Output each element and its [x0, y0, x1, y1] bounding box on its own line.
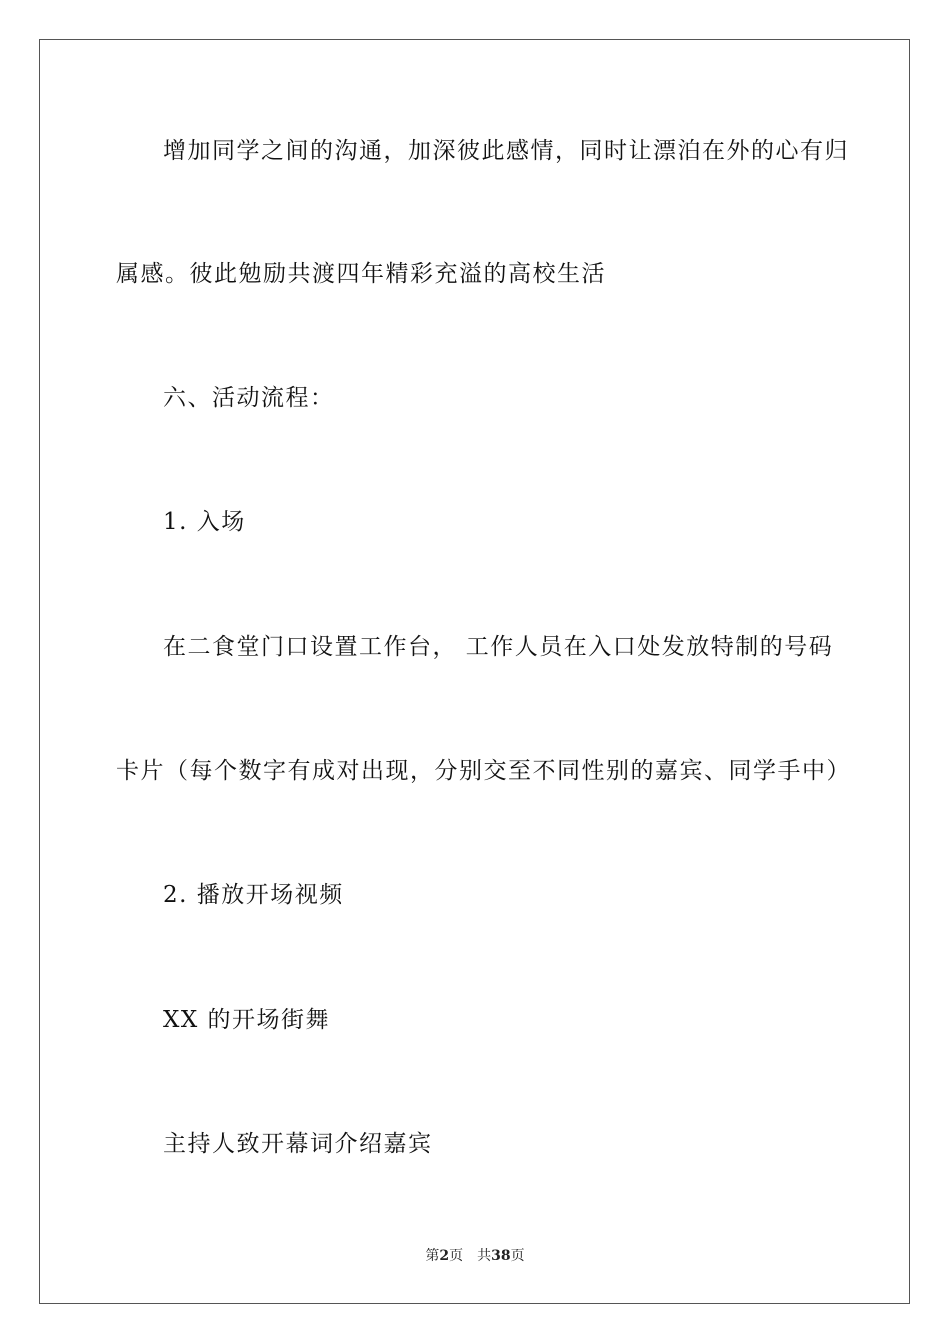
- paragraph-line-1: 增加同学之间的沟通，加深彼此感情，同时让漂泊在外的心有归: [163, 138, 849, 164]
- page-border: [39, 39, 910, 1304]
- footer-total-pages: 38: [491, 1248, 511, 1264]
- paragraph-line-5: 在二食堂门口设置工作台， 工作人员在入口处发放特制的号码: [163, 634, 834, 660]
- step-1-heading: 1. 入场: [163, 509, 246, 535]
- paragraph-line-6: 卡片（每个数字有成对出现，分别交至不同性别的嘉宾、同学手中）: [116, 758, 851, 784]
- paragraph-line-2: 属感。彼此勉励共渡四年精彩充溢的高校生活: [116, 261, 606, 287]
- footer-total-prefix: 共: [477, 1248, 492, 1264]
- step-2-heading: 2. 播放开场视频: [163, 882, 344, 908]
- footer-total-suffix: 页: [510, 1248, 525, 1264]
- section-heading-activity-flow: 六、活动流程：: [163, 385, 335, 411]
- footer-page-number: 2: [439, 1248, 450, 1264]
- page-footer: [0, 1246, 950, 1266]
- footer-page-prefix: 第: [425, 1248, 440, 1264]
- footer-page-suffix: 页: [449, 1248, 464, 1264]
- paragraph-line-8: XX 的开场街舞: [163, 1007, 331, 1033]
- paragraph-line-9: 主持人致开幕词介绍嘉宾: [163, 1131, 433, 1157]
